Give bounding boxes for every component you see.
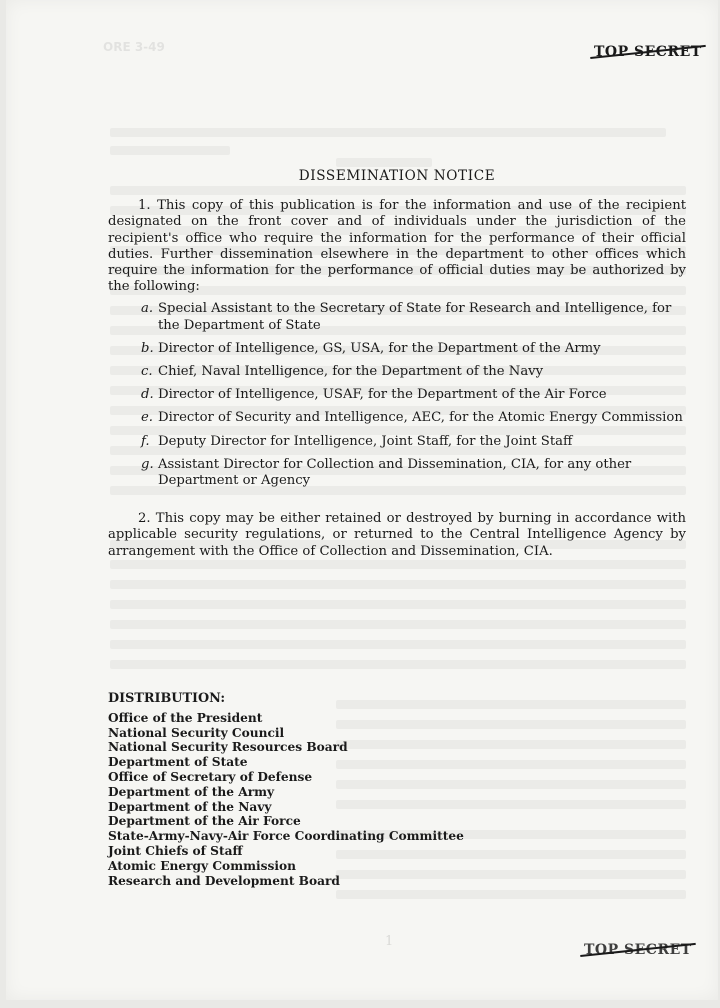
authorized-official-item	[108, 457, 686, 489]
authorized-official-item	[108, 364, 686, 380]
classification-stamp-top	[594, 44, 702, 60]
dissemination-notice	[108, 168, 686, 560]
distribution-recipient: National Security Council	[108, 725, 285, 740]
page-number: 1	[385, 934, 394, 949]
item-letter: e.	[141, 410, 153, 426]
distribution-recipient: State-Army-Navy-Air Force Coordinating Committee	[108, 829, 464, 844]
item-text: Special Assistant to the Secretary of State for Research and Intelligence, for the Department of State	[158, 301, 672, 333]
distribution-recipient: Department of the Navy	[108, 799, 272, 814]
item-letter: g.	[141, 456, 154, 472]
distribution-section	[108, 692, 464, 888]
distribution-recipient: Department of the Air Force	[108, 814, 301, 829]
distribution-recipient: Atomic Energy Commission	[108, 858, 296, 873]
authorized-official-item	[108, 434, 686, 450]
authorized-official-item	[108, 341, 686, 357]
classification-stamp-bottom	[584, 942, 692, 958]
authorized-official-item	[108, 301, 686, 333]
authorized-officials-list	[108, 301, 686, 489]
notice-title: DISSEMINATION NOTICE	[298, 168, 496, 184]
classification-text: TOP SECRET	[584, 942, 692, 958]
notice-paragraph-2: 2. This copy may be either retained or destroyed by burning in accordance with applicable security regulations, or returned to the Central Intelligence Agency by arrangement with the Office of Collection and Dissemination, CIA.	[108, 511, 686, 559]
item-letter: b.	[141, 340, 154, 356]
classification-text: TOP SECRET	[594, 44, 702, 60]
item-text: Director of Security and Intelligence, AEC, for the Atomic Energy Commission	[158, 410, 683, 426]
item-text: Deputy Director for Intelligence, Joint Staff, for the Joint Staff	[158, 433, 573, 449]
document-page	[6, 0, 718, 1000]
distribution-title: DISTRIBUTION:	[108, 691, 226, 706]
distribution-recipient: Department of the Army	[108, 784, 275, 799]
distribution-recipient: Joint Chiefs of Staff	[108, 843, 243, 858]
authorized-official-item	[108, 410, 686, 426]
authorized-official-item	[108, 387, 686, 403]
distribution-recipient: National Security Resources Board	[108, 740, 348, 755]
distribution-recipient: Office of the President	[108, 710, 263, 725]
notice-paragraph-1: 1. This copy of this publication is for the information and use of the recipient designated on the front cover and of individuals under the jurisdiction of the recipient's office who require the information for the performance of their official duties. Further dissemination elsewhere in the department to other offices which require the information for the performance of official duties may be authorized by the following:	[108, 198, 686, 295]
distribution-recipient: Research and Development Board	[108, 873, 340, 888]
document-number: ORE 3-49	[103, 40, 165, 54]
item-letter: c.	[141, 364, 153, 380]
item-text: Assistant Director for Collection and Dissemination, CIA, for any other Department or Agency	[158, 456, 632, 489]
item-text: Director of Intelligence, USAF, for the Department of the Air Force	[158, 387, 607, 403]
item-letter: a.	[141, 301, 154, 317]
item-text: Chief, Naval Intelligence, for the Department of the Navy	[158, 364, 544, 380]
item-text: Director of Intelligence, GS, USA, for the Department of the Army	[158, 340, 601, 356]
item-letter: f.	[141, 433, 150, 449]
distribution-recipient: Office of Secretary of Defense	[108, 769, 313, 784]
distribution-recipient: Department of State	[108, 755, 248, 770]
distribution-list	[108, 711, 464, 889]
item-letter: d.	[141, 387, 154, 403]
